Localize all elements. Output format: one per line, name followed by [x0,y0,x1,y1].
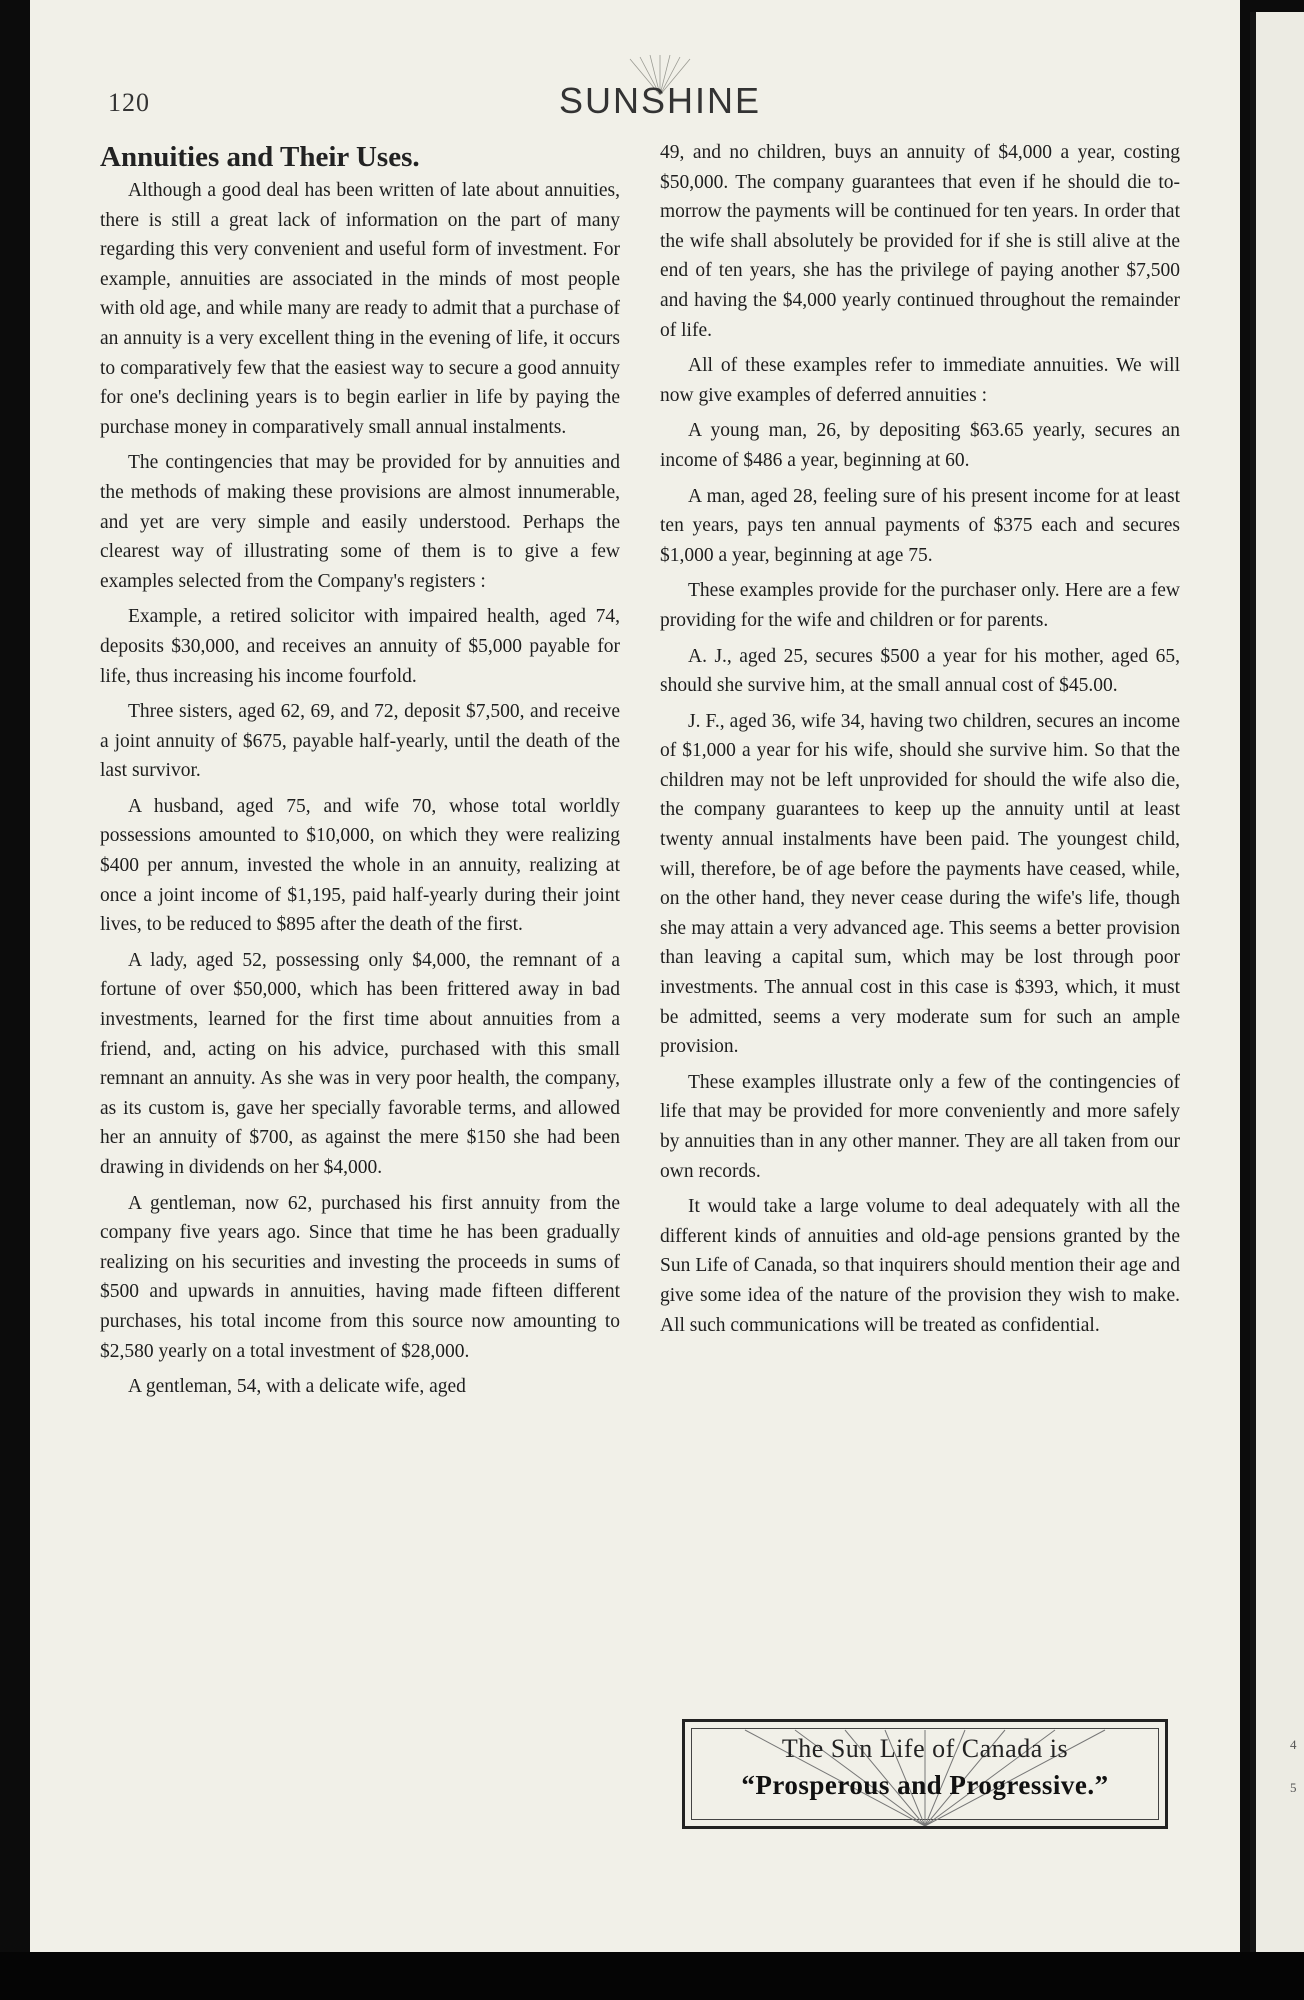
paragraph: 49, and no children, buys an annuity of $4,000 a year, costing $50,000. The company guarantees that even if he should die to-morrow the payments will be continued for ten years. In order that the wife shall absolutely be provided for if she is still alive at the end of ten years, she has the privilege of paying another $7,500 and having the $4,000 yearly continued throughout the remainder of life. [660,142,1180,341]
paragraph: A gentleman, 54, with a delicate wife, aged [128,1376,466,1398]
article-title: Annuities and Their Uses. [100,141,420,173]
paragraph: All of these examples refer to immediate annuities. We will now give examples of deferred annuities : [660,355,1180,406]
masthead-title: SUNSHINE [558,80,762,121]
banner-line-1: The Sun Life of Canada is [781,1734,1069,1763]
left-column [100,140,620,1408]
paragraph: Three sisters, aged 62, 69, and 72, deposit $7,500, and receive a joint annuity of $675, payable half-yearly, until the death of the last survivor. [100,701,620,782]
paragraph: A lady, aged 52, possessing only $4,000, the remnant of a fortune of over $50,000, which has been frittered away in bad investments, learned for the first time about annuities from a friend, and, acting on his advice, purchased with this small remnant an annuity. As she was in very poor health, the company, as its custom is, gave her specially favorable terms, and allowed her an annuity of $700, as against the mere $150 she had been drawing in dividends on her $4,000. [100,949,620,1178]
paragraph: It would take a large volume to deal adequately with all the different kinds of annuities and old-age pensions granted by the Sun Life of Canada, so that inquirers should mention their age and give some idea of the nature of the provision they wish to make. All such communications will be treated as confidential. [660,1196,1180,1336]
paragraph: Example, a retired solicitor with impaired health, aged 74, deposits $30,000, and receives an annuity of $5,000 payable for life, thus increasing his income fourfold. [100,606,620,687]
adjacent-page-strip [1250,12,1304,1972]
right-column [660,138,1180,1346]
paragraph: These examples provide for the purchaser only. Here are a few providing for the wife and children or for parents. [660,580,1180,631]
page-number: 120 [108,88,150,117]
margin-mark: 4 [1290,1737,1297,1752]
banner-line-2: “Prosperous and Progressive.” [741,1770,1109,1800]
page-gutter-edge [1250,12,1256,1972]
paragraph: The contingencies that may be provided for by annuities and the methods of making these provisions are almost innumerable, and yet are very simple and easily understood. Perhaps the clearest way of illustrating some of them is to give a few examples selected from the Company's registers : [100,452,620,592]
paragraph: These examples illustrate only a few of the contingencies of life that may be provided for more conveniently and more safely by annuities than in any other manner. They are all taken from our own records. [660,1071,1180,1182]
paragraph: J. F., aged 36, wife 34, having two children, secures an income of $1,000 a year for his wife, should she survive him. So that the children may not be left unprovided for should the wife also die, the company guarantees to keep up the annuity until at least twenty annual instalments have been paid. The youngest child, will, therefore, be of age before the payments have ceased, while, on the other hand, they never cease during the wife's life, though she may attain a very advanced age. This seems a better provision than leaving a capital sum, which may be lost through poor investments. The annual cost in this case is $393, which, it must be admitted, seems a very moderate sum for such an ample provision. [660,710,1180,1058]
paragraph: Although a good deal has been written of late about annuities, there is still a great lack of information on the part of many regarding this very convenient and useful form of investment. For example, annuities are associated in the minds of most people with old age, and while many are ready to admit that a purchase of an annuity is a very excellent thing in the evening of life, it occurs to comparatively few that the easiest way to secure a good annuity for one's declining years is to begin earlier in life by paying the purchase money in comparatively small annual instalments. [100,180,620,438]
paragraph: A. J., aged 25, secures $500 a year for his mother, aged 65, should she survive him, at the small annual cost of $45.00. [660,645,1180,697]
scan-shadow [0,1952,1304,2000]
margin-mark: 5 [1290,1780,1297,1795]
paragraph: A gentleman, now 62, purchased his first annuity from the company five years ago. Since that time he has been gradually realizing on his securities and investing the proceeds in sums of $500 and upwards in annuities, having made fifteen different purchases, his total income from this source now amounting to $2,580 yearly on a total investment of $28,000. [100,1192,620,1362]
paragraph: A man, aged 28, feeling sure of his present income for at least ten years, pays ten annual payments of $375 each and secures $1,000 a year, beginning at age 75. [660,485,1180,566]
sun-life-banner [682,1719,1168,1829]
paragraph: A young man, 26, by depositing $63.65 yearly, secures an income of $486 a year, beginning at 60. [660,420,1180,471]
paragraph: A husband, aged 75, and wife 70, whose total worldly possessions amounted to $10,000, on which they were realizing $400 per annum, invested the whole in an annuity, realizing at once a joint income of $1,195, paid half-yearly during their joint lives, to be reduced to $895 after the death of the first. [100,795,620,936]
